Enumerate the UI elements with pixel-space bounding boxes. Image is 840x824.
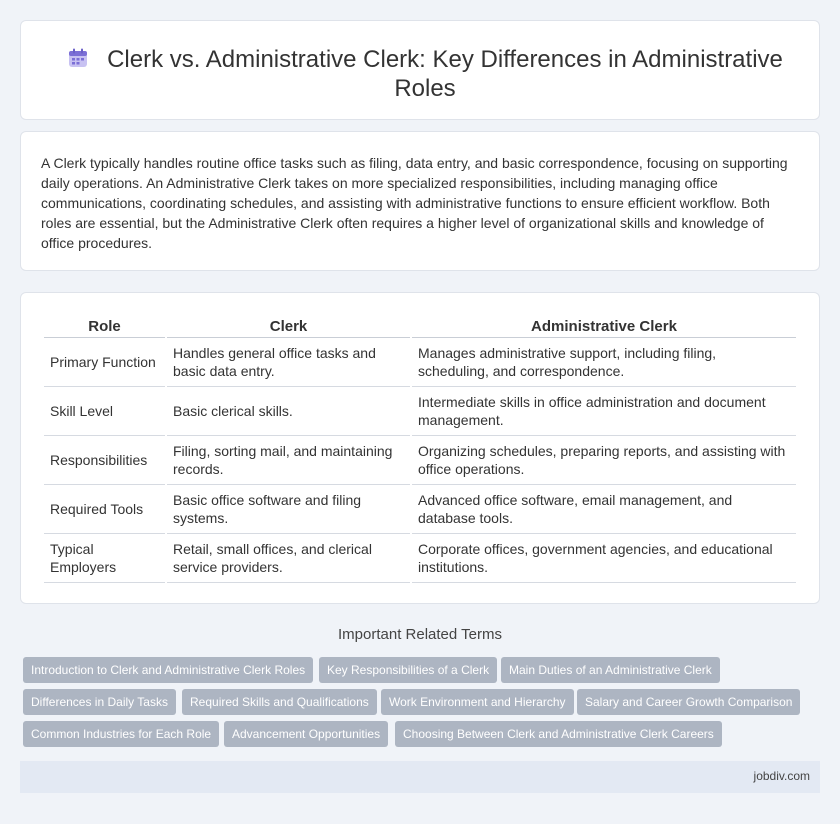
admin-clerk-cell: Corporate offices, government agencies, and educational institutions. — [412, 534, 796, 583]
row-label: Responsibilities — [44, 436, 165, 485]
admin-clerk-cell: Advanced office software, email management, and database tools. — [412, 485, 796, 534]
admin-clerk-cell: Intermediate skills in office administration and document management. — [412, 387, 796, 436]
related-term-link[interactable]: Salary and Career Growth Comparison — [577, 689, 800, 715]
admin-clerk-cell: Organizing schedules, preparing reports, and assisting with office operations. — [412, 436, 796, 485]
summary-text: A Clerk typically handles routine office tasks such as filing, data entry, and basic correspondence, focusing on supporting daily operations. An Administrative Clerk takes on more specialized responsibilities, including managing office communications, coordinating schedules, and assisting with administrative functions to ensure efficient workflow. Both roles are essential, but the Administrative Clerk often requires a higher level of organizational skills and knowledge of office procedures. — [41, 155, 788, 251]
admin-clerk-cell: Manages administrative support, including filing, scheduling, and correspondence. — [412, 338, 796, 387]
clerk-cell: Filing, sorting mail, and maintaining records. — [167, 436, 410, 485]
comparison-table — [42, 314, 798, 583]
clerk-cell: Retail, small offices, and clerical service providers. — [167, 534, 410, 583]
header-role: Role — [44, 314, 165, 338]
header-administrative-clerk: Administrative Clerk — [412, 314, 796, 338]
clerk-cell: Handles general office tasks and basic data entry. — [167, 338, 410, 387]
related-term-link[interactable]: Main Duties of an Administrative Clerk — [501, 657, 720, 683]
related-terms-title: Important Related Terms — [338, 626, 502, 643]
table-row — [44, 534, 796, 583]
calendar-icon — [67, 47, 89, 69]
clerk-cell: Basic clerical skills. — [167, 387, 410, 436]
related-term-link[interactable]: Choosing Between Clerk and Administrative Clerk Careers — [395, 721, 722, 747]
table-header-row — [44, 314, 796, 338]
header-card — [20, 20, 820, 120]
row-label: Skill Level — [44, 387, 165, 436]
row-label: Typical Employers — [44, 534, 165, 583]
table-row — [44, 387, 796, 436]
related-term-link[interactable]: Common Industries for Each Role — [23, 721, 219, 747]
site-name[interactable]: jobdiv.com — [753, 769, 810, 783]
row-label: Primary Function — [44, 338, 165, 387]
related-term-link[interactable]: Introduction to Clerk and Administrative Clerk Roles — [23, 657, 313, 683]
related-term-link[interactable]: Advancement Opportunities — [224, 721, 388, 747]
related-term-link[interactable]: Differences in Daily Tasks — [23, 689, 176, 715]
table-row — [44, 338, 796, 387]
header-clerk: Clerk — [167, 314, 410, 338]
row-label: Required Tools — [44, 485, 165, 534]
related-term-link[interactable]: Work Environment and Hierarchy — [381, 689, 574, 715]
page-title — [61, 45, 789, 103]
table-row — [44, 436, 796, 485]
comparison-card — [20, 292, 820, 604]
related-term-link[interactable]: Key Responsibilities of a Clerk — [319, 657, 497, 683]
summary-card — [20, 131, 820, 271]
page-title-text: Clerk vs. Administrative Clerk: Key Differences in Administrative Roles — [107, 46, 783, 102]
footer — [20, 761, 820, 793]
table-row — [44, 485, 796, 534]
clerk-cell: Basic office software and filing systems. — [167, 485, 410, 534]
related-term-link[interactable]: Required Skills and Qualifications — [182, 689, 377, 715]
